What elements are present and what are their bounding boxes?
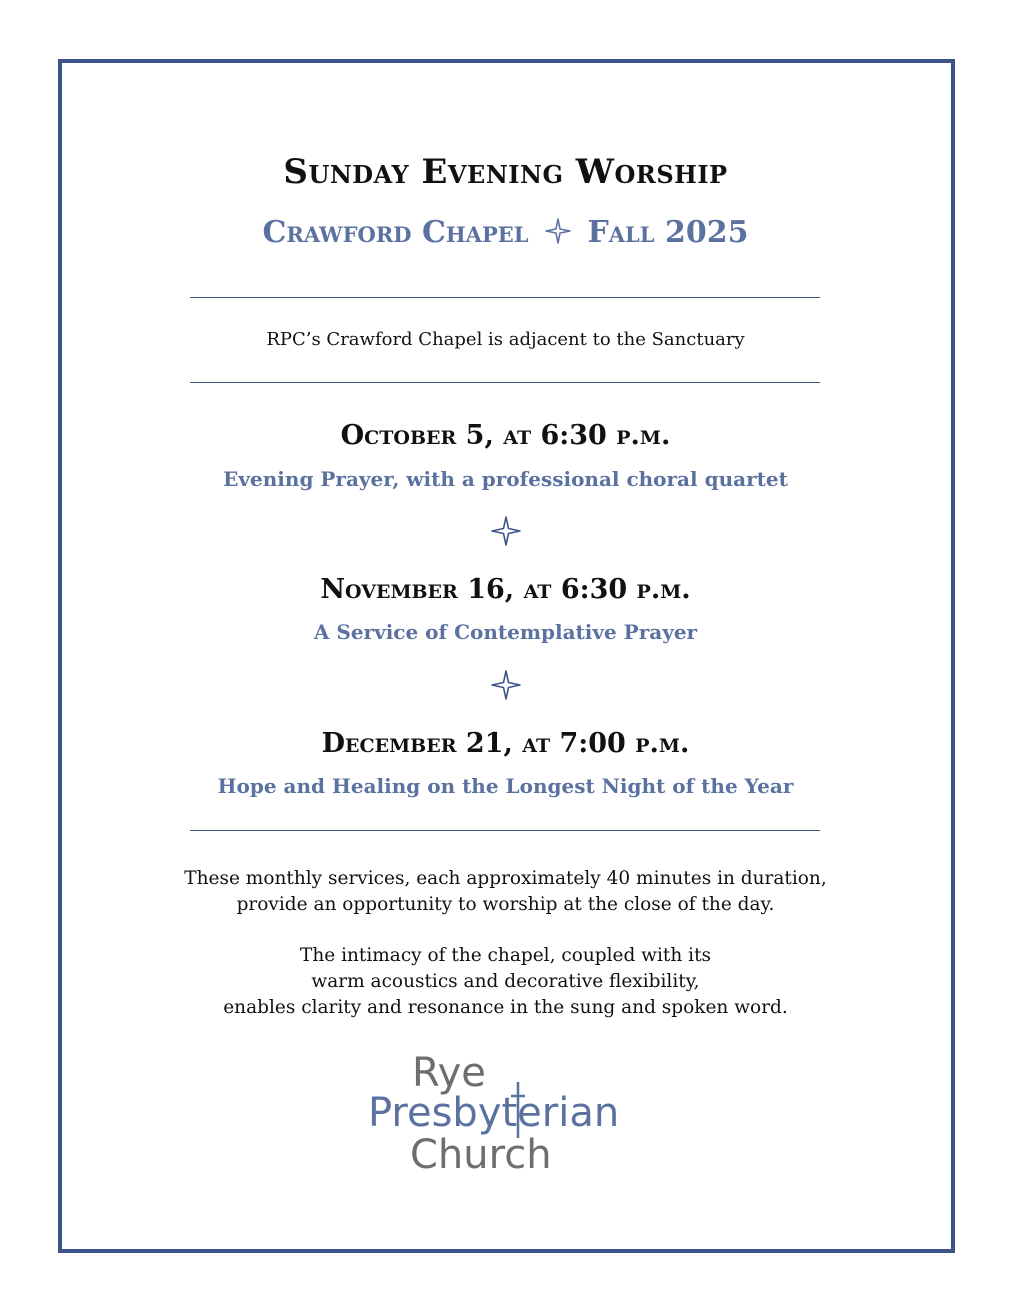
service-date-3: December 21, at 7:00 p.m. — [321, 728, 690, 759]
logo-line-3: Church — [410, 1132, 552, 1178]
page-subtitle — [0, 215, 1011, 250]
service-description-2: A Service of Contemplative Prayer — [313, 620, 698, 644]
four-point-star-icon — [491, 516, 521, 546]
four-point-star-icon — [545, 218, 571, 244]
paragraph-line: provide an opportunity to worship at the close of the day. — [236, 894, 775, 915]
paragraph-line: warm acoustics and decorative flexibility, — [311, 971, 700, 992]
location-note: RPC’s Crawford Chapel is adjacent to the Sanctuary — [266, 329, 745, 350]
four-point-star-icon — [491, 670, 521, 700]
logo-line-2: Presbyterian — [368, 1090, 620, 1136]
divider-top — [190, 297, 820, 298]
service-description-1: Evening Prayer, with a professional choral quartet — [223, 467, 788, 491]
paragraph-line: enables clarity and resonance in the sung and spoken word. — [223, 997, 788, 1018]
paragraph-line: These monthly services, each approximately 40 minutes in duration, — [184, 868, 827, 889]
service-description-3: Hope and Healing on the Longest Night of the Year — [217, 774, 794, 798]
divider-upper — [190, 382, 820, 383]
logo-line-1: Rye — [412, 1050, 486, 1096]
subtitle-location: Crawford Chapel — [262, 215, 529, 250]
service-date-2: November 16, at 6:30 p.m. — [320, 574, 691, 605]
service-date-1: October 5, at 6:30 p.m. — [340, 420, 671, 451]
paragraph-line: The intimacy of the chapel, coupled with its — [299, 945, 712, 966]
church-logo — [360, 1050, 660, 1185]
paragraph-chapel — [0, 943, 1011, 1021]
subtitle-season: Fall 2025 — [587, 215, 749, 250]
page-title: Sunday Evening Worship — [283, 152, 728, 192]
paragraph-duration — [0, 866, 1011, 918]
cross-icon — [511, 1082, 525, 1138]
divider-lower — [190, 830, 820, 831]
